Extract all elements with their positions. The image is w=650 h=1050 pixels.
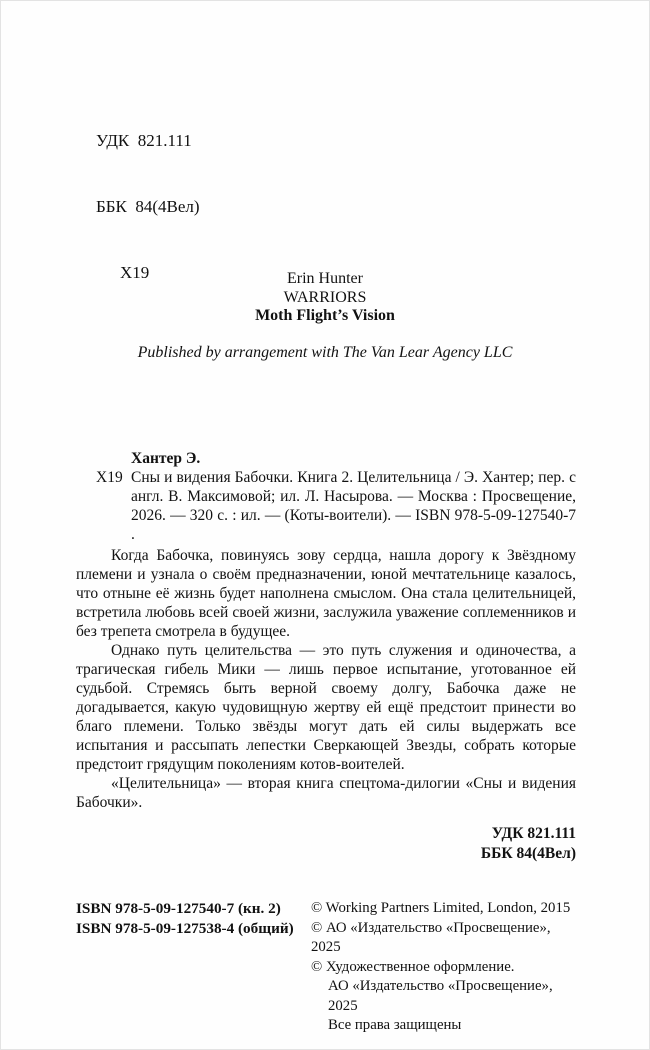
biblio-author: Хантер Э. [131,450,201,467]
copyright-line: Все права защищены [328,1017,462,1033]
main-text-block [76,449,576,864]
agency-line: Published by arrangement with The Van Lear Agency LLC [137,344,513,361]
author-sign-code: Х19 [120,263,150,282]
isbn-copyright-block [76,899,576,1036]
annotation-block [76,546,576,812]
udk-code: УДК 821.111 [96,131,192,150]
annotation-paragraph: «Целительница» — вторая книга спецтома-дилогии «Сны и видения Бабочки». [76,775,576,811]
isbn-book: ISBN 978-5-09-127540-7 (кн. 2) [76,900,281,917]
copyright-line: © АО «Издательство «Просвещение», 2025 [311,919,551,955]
original-series: WARRIORS [283,288,367,306]
isbn-common: ISBN 978-5-09-127538-4 (общий) [76,919,294,937]
udk-code-bottom: УДК 821.111 [491,825,576,842]
original-author: Erin Hunter [287,270,363,287]
isbn-column [76,899,311,1036]
annotation-paragraph: Однако путь целительства — это путь служения и одиночества, а трагическая гибель Мики — лишь первое испытание, уготованное ей судьбой. Стремясь быть верной своему долгу, Бабочка даже не догадывается, какую чудовищную жертву ей ещё предстоит принести во благо племени. Только звёзды могут дать ей силы выдержать все испытания и рассыпать лепестки Сверкающей Звезды, собрать которые предстоит грядущим поколениям котов-воителей. [76,642,576,773]
classification-codes-bottom [76,824,576,864]
biblio-entry-text: Сны и видения Бабочки. Книга 2. Целительница / Э. Хантер; пер. с англ. В. Максимовой; ил. Л. Насырова. — Москва : Просвещение, 2026. — 320 с. : ил. — (Коты-воители). — ISBN 978-5-09-127540-7 . [131,469,576,543]
copyright-line: © Working Partners Limited, London, 2015 [311,900,571,916]
bbk-code-bottom: ББК 84(4Вел) [480,845,576,862]
biblio-code: Х19 [96,469,123,486]
annotation-paragraph: Когда Бабочка, повинуясь зову сердца, нашла дорогу к Звёздному племени и узнала о своём предназначении, юной мечтательнице казалось, что отныне её жизнь будет наполнена смыслом. Она стала целительницей, встретила любовь всей своей жизни, заслужила уважение соплеменников и без трепета смотрела в будущее. [76,547,576,640]
copyright-column [311,899,576,1036]
original-title: Moth Flight’s Vision [255,307,395,324]
copyright-line: АО «Издательство «Просвещение», 2025 [328,978,553,1014]
original-title-block [1,270,649,326]
biblio-entry [96,468,576,544]
bbk-code: ББК 84(4Вел) [96,197,200,216]
copyright-line: © Художественное оформление. [311,958,515,975]
